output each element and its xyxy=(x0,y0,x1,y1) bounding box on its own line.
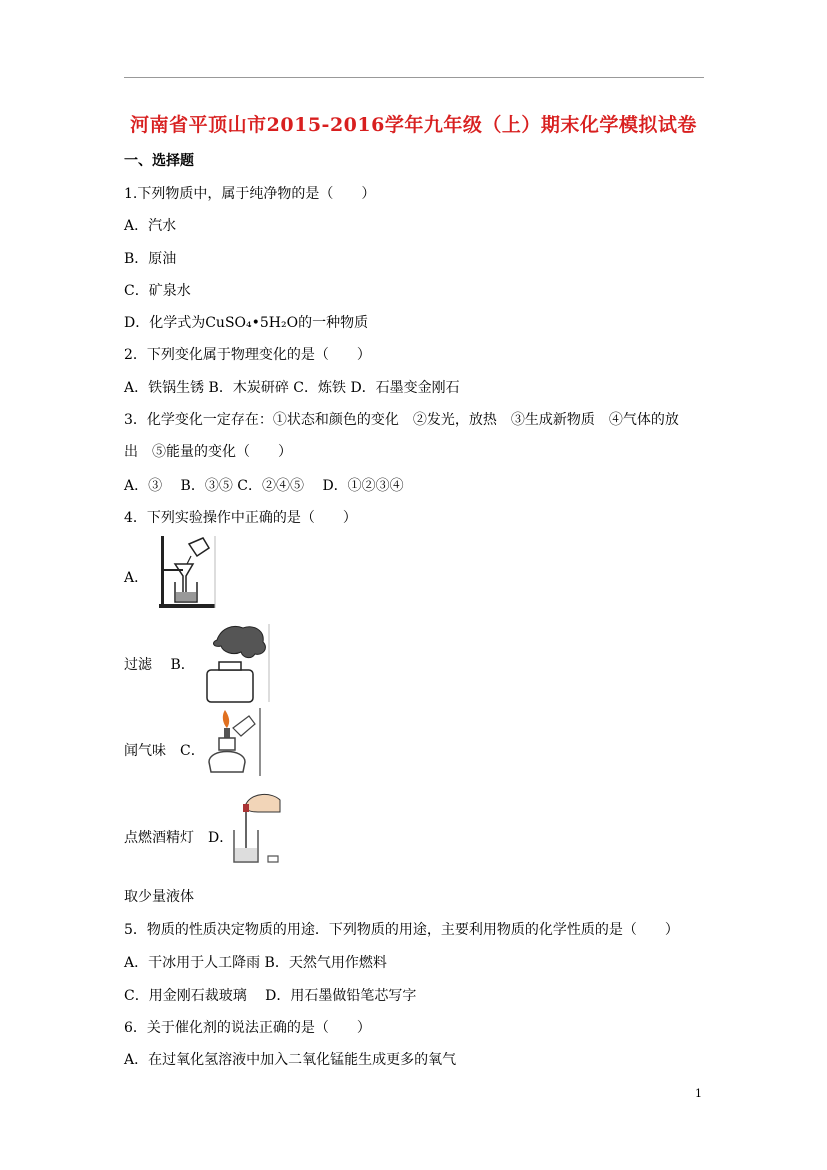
q1-option-c: C．矿泉水 xyxy=(124,283,191,299)
q3-options: A．③ B．③⑤ C．②④⑤ D．①②③④ xyxy=(124,478,404,494)
q2-options: A．铁锅生锈 B．木炭研碎 C．炼铁 D．石墨变金刚石 xyxy=(124,380,460,396)
question-3: 3．化学变化一定存在：①状态和颜色的变化 ②发光，放热 ③生成新物质 ④气体的放 xyxy=(124,412,679,428)
q4-tail-text: 取少量液体 xyxy=(124,889,194,905)
q5-options-ab: A．干冰用于人工降雨 B．天然气用作燃料 xyxy=(124,955,387,971)
question-3-cont: 出 ⑤能量的变化（ ） xyxy=(124,444,292,460)
page-number: 1 xyxy=(695,1087,702,1100)
question-6: 6．关于催化剂的说法正确的是（ ） xyxy=(124,1020,371,1036)
q1-option-b: B．原油 xyxy=(124,251,177,267)
q1-option-a: A．汽水 xyxy=(124,218,177,234)
taking-liquid-figure xyxy=(228,790,284,866)
question-1: 1.下列物质中，属于纯净物的是（ ） xyxy=(124,186,376,202)
lighting-alcohol-lamp-figure xyxy=(203,706,263,778)
q4-option-b-label: 过滤 B． xyxy=(124,657,195,673)
question-5: 5．物质的性质决定物质的用途．下列物质的用途，主要利用物质的化学性质的是（ ） xyxy=(124,922,679,938)
q4-option-a-label: A． xyxy=(124,570,149,586)
q5-options-cd: C．用金刚石裁玻璃 D．用石墨做铅笔芯写字 xyxy=(124,988,417,1004)
q1-option-d: D．化学式为CuSO₄•5H₂O的一种物质 xyxy=(124,315,369,331)
question-4: 4．下列实验操作中正确的是（ ） xyxy=(124,510,357,526)
q4-option-c-label: 闻气味 C． xyxy=(124,743,205,759)
exam-title: 河南省平顶山市2015-2016学年九年级（上）期末化学模拟试卷 xyxy=(130,114,697,136)
question-2: 2．下列变化属于物理变化的是（ ） xyxy=(124,347,371,363)
filtration-apparatus-figure xyxy=(153,534,217,610)
q4-option-d-label: 点燃酒精灯 D． xyxy=(124,830,234,846)
section-heading: 一、选择题 xyxy=(124,153,194,169)
q6-option-a: A．在过氧化氢溶液中加入二氧化锰能生成更多的氧气 xyxy=(124,1052,457,1068)
smelling-gas-figure xyxy=(203,622,271,704)
header-rule xyxy=(124,77,704,78)
